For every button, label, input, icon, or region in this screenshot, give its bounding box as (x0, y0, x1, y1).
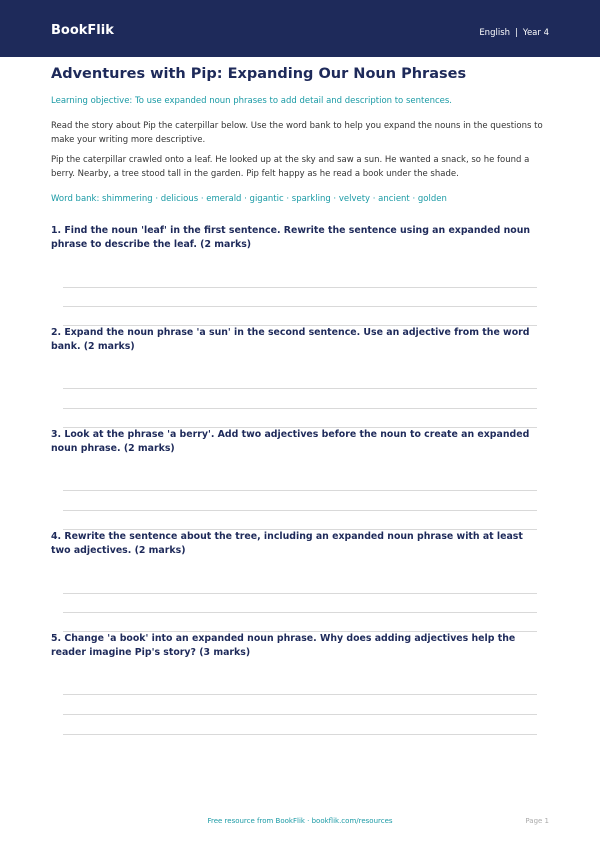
question-4: 4. Rewrite the sentence about the tree, including an expanded noun phrase with at least two adjectives. (2 marks) (51, 531, 523, 556)
answer-line[interactable] (63, 694, 537, 695)
answer-line[interactable] (63, 287, 537, 288)
instructions-text: Read the story about Pip the caterpillar below. Use the word bank to help you expand the nouns in the questions to make your writing more descriptive. (51, 121, 543, 145)
answer-line[interactable] (63, 593, 537, 594)
separator: | (515, 28, 518, 38)
page-number: Page 1 (525, 817, 549, 825)
brand-logo: BookFlik (51, 23, 114, 38)
answer-line[interactable] (63, 510, 537, 511)
worksheet-title: Adventures with Pip: Expanding Our Noun Phrases (51, 66, 467, 82)
answer-line[interactable] (63, 408, 537, 409)
question-5: 5. Change 'a book' into an expanded noun phrase. Why does adding adjectives help the reader imagine Pip's story? (3 marks) (51, 633, 516, 658)
answer-line[interactable] (63, 490, 537, 491)
footer-text: Free resource from BookFlik · bookflik.com/resources (207, 817, 393, 825)
question-3: 3. Look at the phrase 'a berry'. Add two adjectives before the noun to create an expanded noun phrase. (2 marks) (51, 429, 530, 454)
answer-line[interactable] (63, 388, 537, 389)
word-bank: Word bank: shimmering · delicious · emerald · gigantic · sparkling · velvety · ancient · golden (51, 194, 447, 204)
answer-line[interactable] (63, 306, 537, 307)
answer-line[interactable] (63, 734, 537, 735)
header-bar (0, 0, 600, 57)
question-1: 1. Find the noun 'leaf' in the first sentence. Rewrite the sentence using an expanded noun phrase to describe the leaf. (2 marks) (51, 225, 531, 250)
subject-label: English (479, 28, 511, 38)
story-text: Pip the caterpillar crawled onto a leaf. He looked up at the sky and saw a sun. He wanted a snack, so he found a berry. Nearby, a tree stood tall in the garden. Pip felt happy as he read a book under the shade. (51, 155, 530, 179)
answer-line[interactable] (63, 714, 537, 715)
answer-line[interactable] (63, 612, 537, 613)
question-2: 2. Expand the noun phrase 'a sun' in the second sentence. Use an adjective from the word bank. (2 marks) (51, 327, 530, 352)
learning-objective: Learning objective: To use expanded noun phrases to add detail and description to sentences. (51, 96, 452, 106)
subject-year (479, 27, 549, 39)
year-label: Year 4 (522, 28, 549, 38)
